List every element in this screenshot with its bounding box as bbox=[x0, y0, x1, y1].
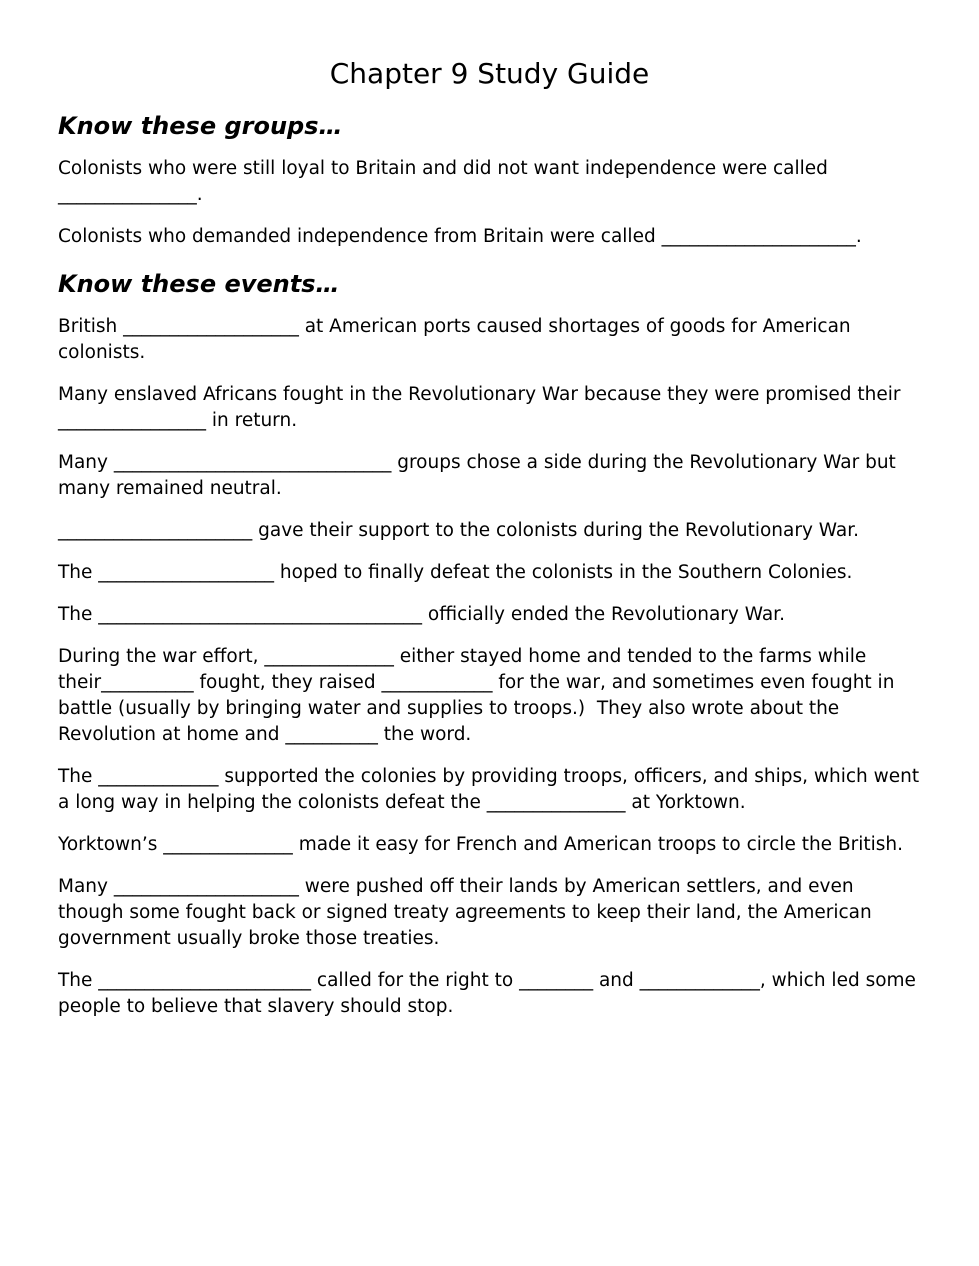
events-question-3: Many ______________________________ groups chose a side during the Revolutionary War but many remained neutral. bbox=[58, 452, 902, 499]
groups-question-1: Colonists who were still loyal to Britain and did not want independence were called _______________. bbox=[58, 158, 834, 205]
events-question-4: _____________________ gave their support to the colonists during the Revolutionary War. bbox=[58, 520, 860, 541]
events-question-7: During the war effort, ______________ either stayed home and tended to the farms while their__________ fought, they raised ____________ for the war, and sometimes even fought in battle (usually by bringing water and supplies to troops.) They also wrote about the Revolution at home and __________ the word. bbox=[58, 646, 901, 745]
groups-section-heading: Know these groups… bbox=[58, 112, 343, 140]
events-section-heading: Know these events… bbox=[58, 270, 340, 298]
events-question-11: The _______________________ called for the right to ________ and _____________, which led some people to believe that slavery should stop. bbox=[58, 970, 922, 1017]
events-question-6: The ___________________________________ officially ended the Revolutionary War. bbox=[58, 604, 785, 625]
events-question-1: British ___________________ at American ports caused shortages of goods for American colonists. bbox=[58, 316, 857, 363]
events-question-5: The ___________________ hoped to finally defeat the colonists in the Southern Colonies. bbox=[58, 562, 853, 583]
events-question-8: The _____________ supported the colonies by providing troops, officers, and ships, which went a long way in helping the colonists defeat the _______________ at Yorktown. bbox=[58, 766, 926, 813]
groups-question-2: Colonists who demanded independence from Britain were called _____________________. bbox=[58, 226, 862, 247]
page-title: Chapter 9 Study Guide bbox=[329, 57, 650, 90]
events-question-2: Many enslaved Africans fought in the Revolutionary War because they were promised their ________________ in return. bbox=[58, 384, 907, 431]
events-question-10: Many ____________________ were pushed off their lands by American settlers, and even though some fought back or signed treaty agreements to keep their land, the American government usually broke those treaties. bbox=[58, 876, 878, 949]
events-question-9: Yorktown’s ______________ made it easy for French and American troops to circle the British. bbox=[58, 834, 904, 855]
